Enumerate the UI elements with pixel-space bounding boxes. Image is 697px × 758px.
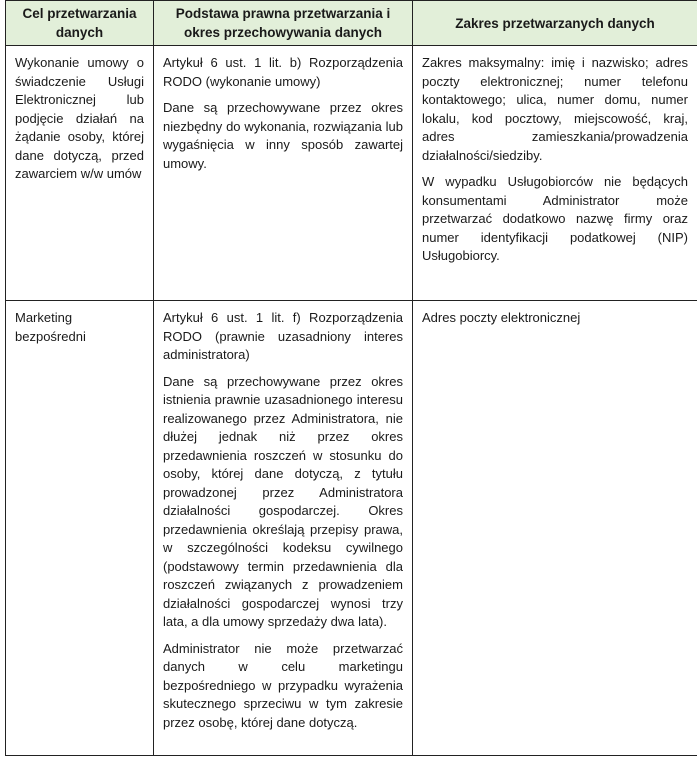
table-row bbox=[6, 301, 697, 756]
cell-purpose bbox=[6, 301, 154, 756]
scope-paragraph: Adres poczty elektronicznej bbox=[422, 310, 581, 325]
basis-paragraph: Dane są przechowywane przez okres niezbędny do wykonania, rozwiązania lub wygaśnięcia w inny sposób zawartej umowy. bbox=[163, 100, 403, 171]
table-row bbox=[6, 46, 697, 301]
data-processing-table bbox=[5, 0, 697, 756]
cell-data-scope bbox=[413, 301, 697, 756]
table-header bbox=[6, 1, 697, 46]
header-legal-basis: Podstawa prawna przetwarzania i okres przechowywania danych bbox=[154, 1, 413, 46]
scope-paragraph: W wypadku Usługobiorców nie będących konsumentami Administrator może przetwarzać dodatkowo nazwę firmy oraz numer identyfikacji podatkowej (NIP) Usługobiorcy. bbox=[422, 174, 688, 263]
purpose-text: Wykonanie umowy o świadczenie Usługi Elektronicznej lub podjęcie działań na żądanie osoby, której dane dotyczą, przed zawarciem w/w umów bbox=[15, 55, 144, 181]
basis-paragraph: Administrator nie może przetwarzać danych w celu marketingu bezpośredniego w przypadku wyrażenia skutecznego sprzeciwu w tym zakresie przez osobę, której dane dotyczą. bbox=[163, 640, 403, 730]
cell-data-scope bbox=[413, 46, 697, 301]
basis-paragraph: Artykuł 6 ust. 1 lit. b) Rozporządzenia RODO (wykonanie umowy) bbox=[163, 55, 403, 89]
scope-paragraph: Zakres maksymalny: imię i nazwisko; adres poczty elektronicznej; numer telefonu kontaktowego; ulica, numer domu, numer lokalu, kod pocztowy, miejscowość, kraj, adres zamieszkania/prowadzenia działalności/siedziby. bbox=[422, 55, 688, 163]
cell-legal-basis bbox=[154, 46, 413, 301]
cell-purpose bbox=[6, 46, 154, 301]
basis-paragraph: Dane są przechowywane przez okres istnienia prawnie uzasadnionego interesu realizowanego przez Administratora, nie dłużej jednak niż przez okres przedawnienia roszczeń w stosunku do osoby, której dane dotyczą, z tytułu prowadzonej przez Administratora działalności gospodarczej. Okres przedawnienia określają przepisy prawa, w szczególności kodeksu cywilnego (podstawowy termin przedawnienia dla roszczeń związanych z prowadzeniem działalności gospodarczej wynosi trzy lata, a dla umowy sprzedaży dwa lata). bbox=[163, 373, 403, 629]
basis-paragraph: Artykuł 6 ust. 1 lit. f) Rozporządzenia RODO (prawnie uzasadniony interes administratora) bbox=[163, 310, 403, 362]
cell-legal-basis bbox=[154, 301, 413, 756]
purpose-text: Marketing bezpośredni bbox=[15, 310, 86, 344]
header-data-scope: Zakres przetwarzanych danych bbox=[413, 1, 697, 46]
header-purpose: Cel przetwarzania danych bbox=[6, 1, 154, 46]
